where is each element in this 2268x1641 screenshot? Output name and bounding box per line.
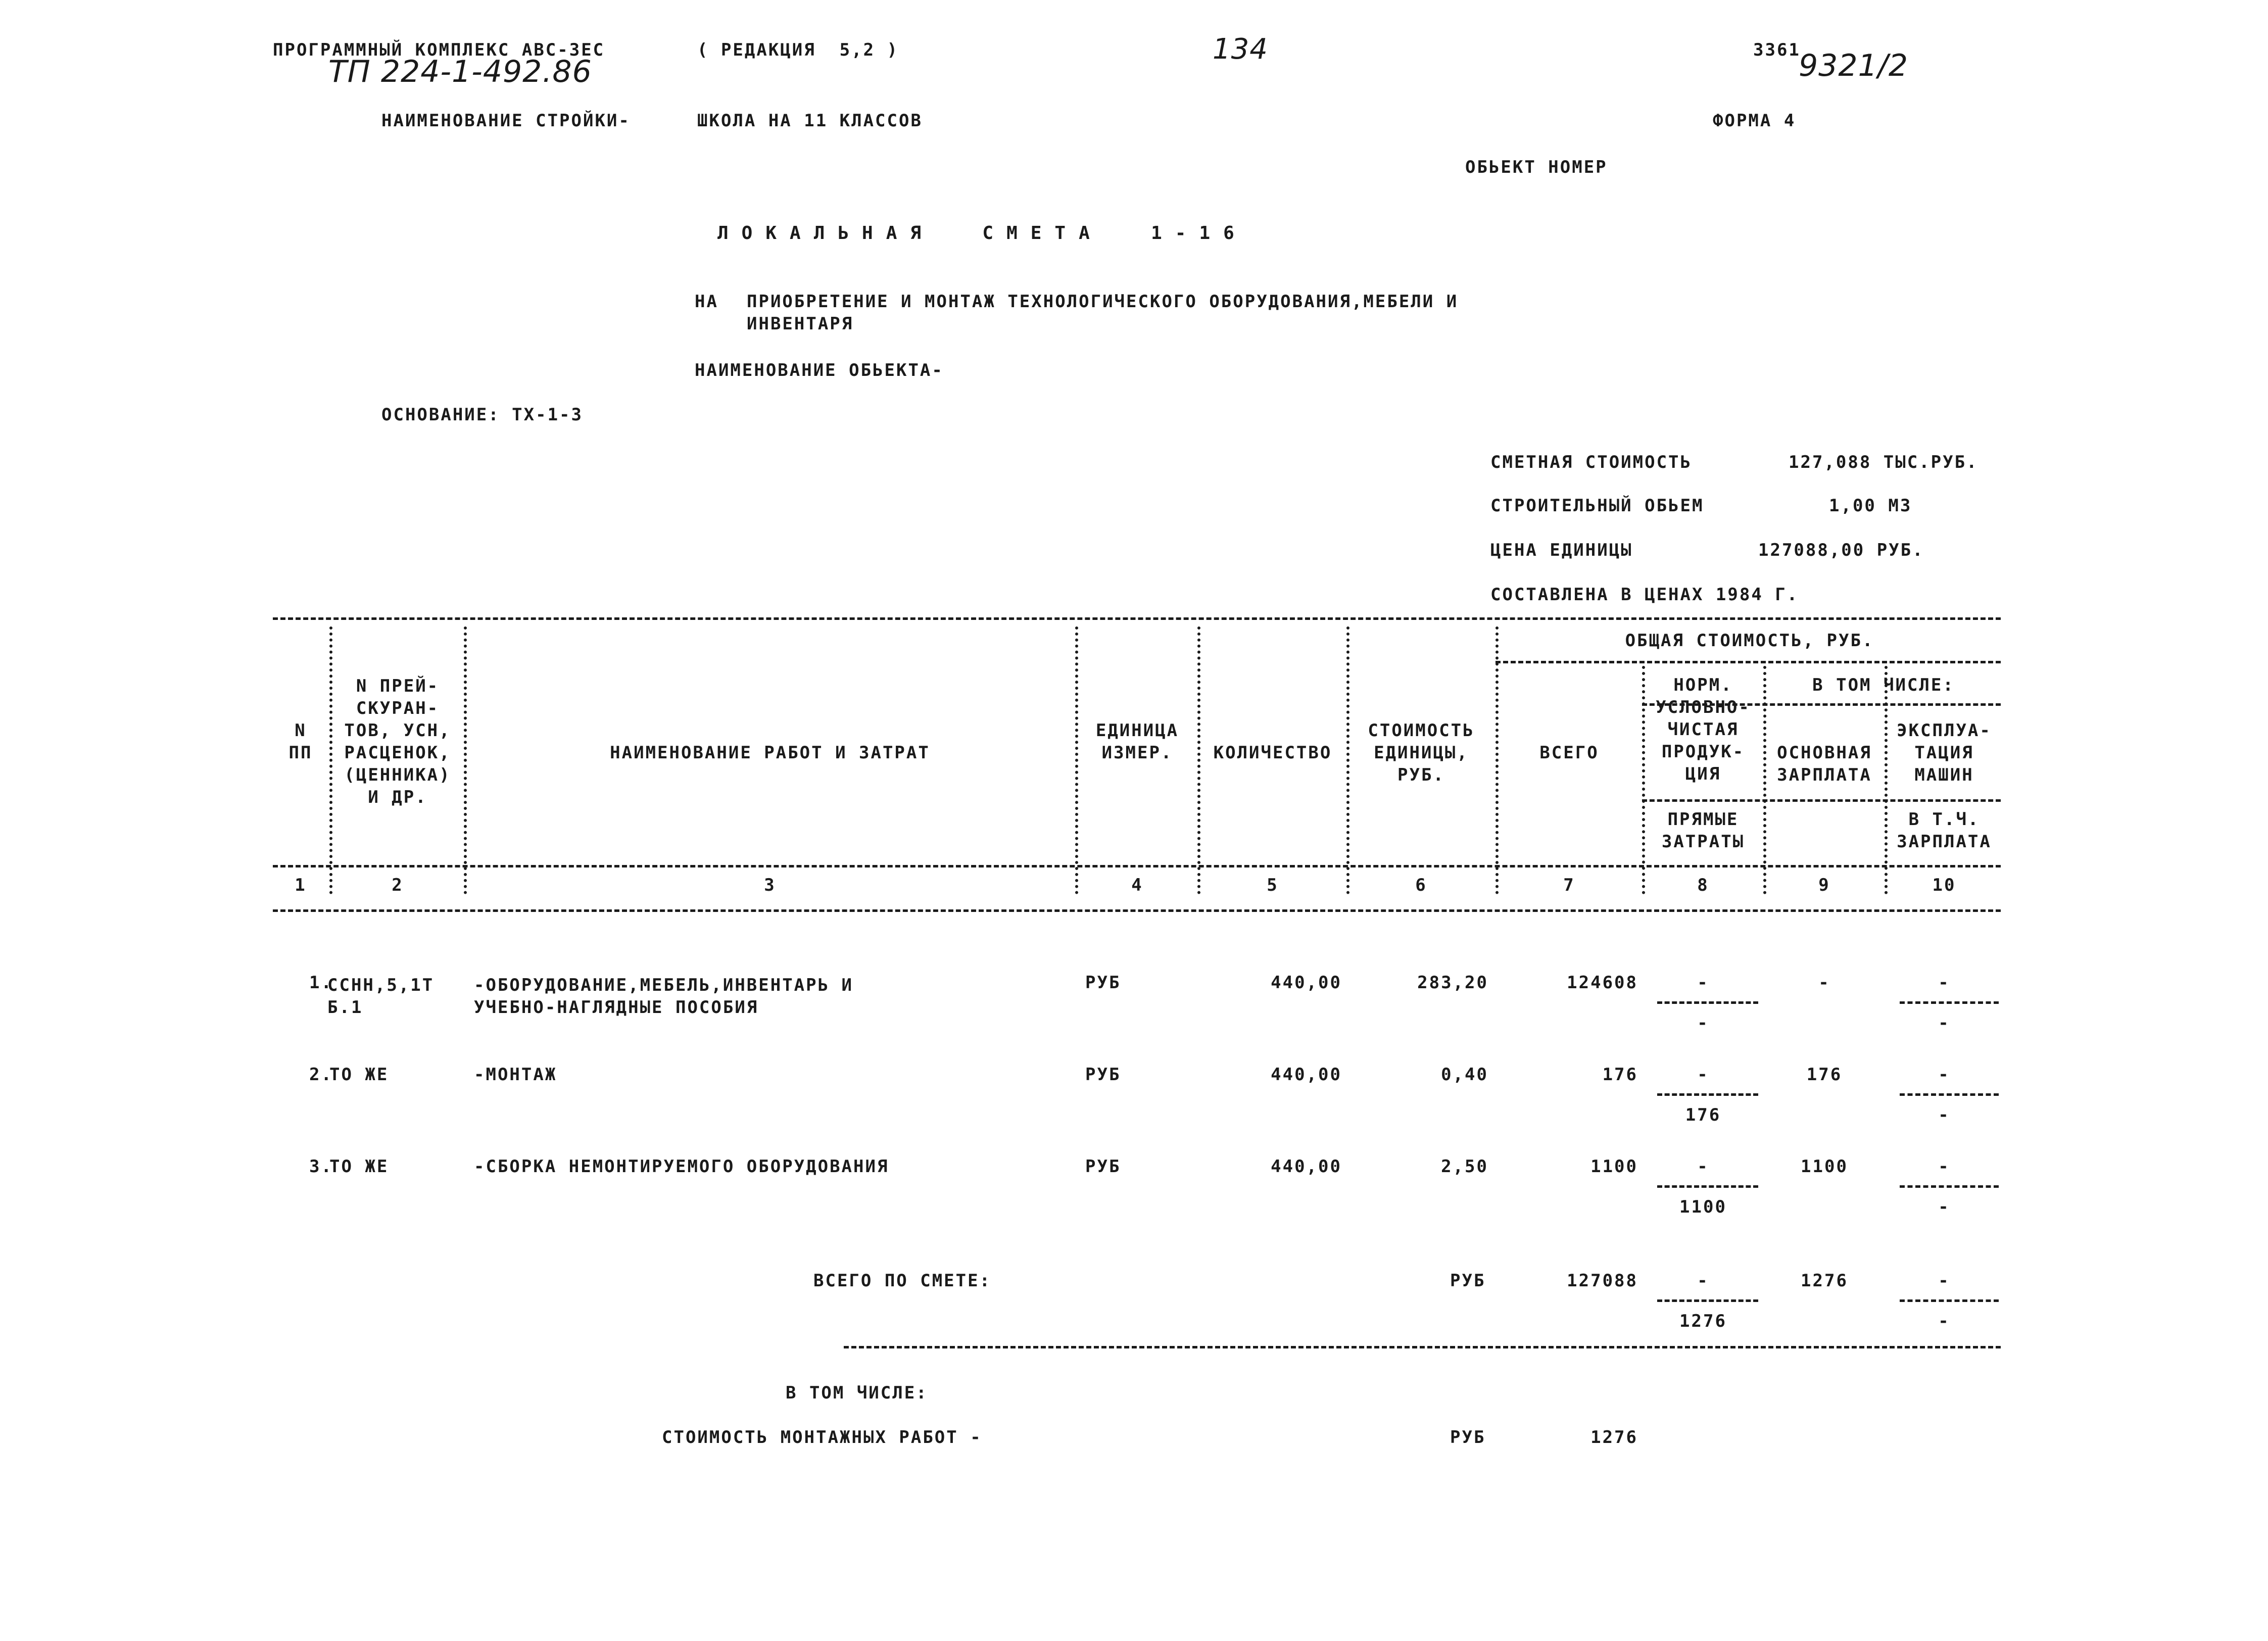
col-number: 7 bbox=[1563, 875, 1575, 895]
row-2-machine: - bbox=[1938, 1065, 1950, 1085]
header-net-production: НОРМ. УСЛОВНО- ЧИСТАЯ ПРОДУК- ЦИЯ bbox=[1656, 675, 1751, 784]
row-2-net-production: - bbox=[1697, 1065, 1709, 1085]
installation-cost-label: СТОИМОСТЬ МОНТАЖНЫХ РАБОТ - bbox=[662, 1427, 982, 1447]
header-total-cost-group: ОБЩАЯ СТОИМОСТЬ, РУБ. bbox=[1625, 631, 1874, 651]
purpose-line-1: ПРИОБРЕТЕНИЕ И МОНТАЖ ТЕХНОЛОГИЧЕСКОГО ОБОРУДОВАНИЯ,МЕБЕЛИ И bbox=[747, 292, 1459, 312]
header-base-wage: ОСНОВНАЯ ЗАРПЛАТА bbox=[1777, 743, 1872, 785]
header-row-number: N ПП bbox=[288, 720, 313, 763]
totals-direct-costs: 1276 bbox=[1679, 1311, 1727, 1331]
row-1-unit-price: 283,20 bbox=[1417, 973, 1488, 993]
row-2-machine-rule bbox=[1900, 1093, 1999, 1096]
handwritten-code: 9321/2 bbox=[1799, 48, 1909, 83]
row-1-machine-wage: - bbox=[1938, 1013, 1950, 1033]
totals-machine-rule bbox=[1900, 1299, 1999, 1302]
row-3-machine-wage: - bbox=[1938, 1197, 1950, 1217]
row-3-direct-costs: 1100 bbox=[1679, 1197, 1727, 1217]
totals-base-wage: 1276 bbox=[1801, 1271, 1848, 1291]
row-1-quantity: 440,00 bbox=[1271, 973, 1342, 993]
installation-cost-unit: РУБ bbox=[1450, 1427, 1486, 1447]
header-total: ВСЕГО bbox=[1539, 743, 1599, 763]
header-machine-wage: В Т.Ч. ЗАРПЛАТА bbox=[1897, 809, 1992, 852]
col-number: 1 bbox=[295, 875, 307, 895]
row-1-split-rule bbox=[1657, 1001, 1758, 1004]
row-1-net-production: - bbox=[1697, 973, 1709, 993]
col-number: 6 bbox=[1415, 875, 1427, 895]
building-volume-label: СТРОИТЕЛЬНЫЙ ОБЬЕМ bbox=[1490, 496, 1704, 516]
row-3-name: -СБОРКА НЕМОНТИРУЕМОГО ОБОРУДОВАНИЯ bbox=[474, 1156, 889, 1177]
object-number: ОБЬЕКТ НОМЕР bbox=[1465, 157, 1608, 177]
row-3-machine: - bbox=[1938, 1156, 1950, 1177]
totals-net-production: - bbox=[1697, 1271, 1709, 1291]
program-name: ПРОГРАММНЫЙ КОМПЛЕКС АВС-3ЕС bbox=[273, 40, 605, 60]
row-3-base-wage: 1100 bbox=[1801, 1156, 1848, 1177]
header-quantity: КОЛИЧЕСТВО bbox=[1213, 743, 1332, 763]
col-number: 4 bbox=[1131, 875, 1143, 895]
row-2-split-rule bbox=[1657, 1093, 1758, 1096]
purpose-prefix: НА bbox=[695, 292, 718, 312]
doc-code: 3361 bbox=[1753, 40, 1801, 60]
row-2-total: 176 bbox=[1602, 1065, 1638, 1085]
row-3-machine-rule bbox=[1900, 1185, 1999, 1188]
row-3-net-production: - bbox=[1697, 1156, 1709, 1177]
form-number: ФОРМА 4 bbox=[1713, 111, 1796, 131]
estimated-cost-label: СМЕТНАЯ СТОИМОСТЬ bbox=[1490, 452, 1692, 472]
document-title: ЛОКАЛЬНАЯ СМЕТА 1-16 bbox=[717, 223, 1247, 244]
header-unit: ЕДИНИЦА ИЗМЕР. bbox=[1095, 720, 1179, 763]
row-2-number: 2. bbox=[309, 1065, 333, 1085]
row-2-machine-wage: - bbox=[1938, 1105, 1950, 1125]
row-1-direct-costs: - bbox=[1697, 1013, 1709, 1033]
construction-label: НАИМЕНОВАНИЕ СТРОЙКИ- bbox=[381, 111, 631, 131]
building-volume-value: 1,00 М3 bbox=[1829, 496, 1912, 516]
row-1-total: 124608 bbox=[1567, 973, 1638, 993]
unit-price-label: ЦЕНА ЕДИНИЦЫ bbox=[1490, 540, 1633, 560]
totals-bottom-rule bbox=[844, 1346, 2001, 1348]
row-1-unit: РУБ bbox=[1085, 973, 1121, 993]
table-top-rule bbox=[273, 617, 2001, 620]
row-2-unit-price: 0,40 bbox=[1441, 1065, 1488, 1085]
col-number: 5 bbox=[1267, 875, 1279, 895]
purpose-line-2: ИНВЕНТАРЯ bbox=[747, 314, 854, 334]
row-3-unit-price: 2,50 bbox=[1441, 1156, 1488, 1177]
totals-machine-wage: - bbox=[1938, 1311, 1950, 1331]
row-1-number: 1. bbox=[309, 973, 333, 993]
row-3-total: 1100 bbox=[1590, 1156, 1638, 1177]
row-3-code: ТО ЖЕ bbox=[329, 1156, 389, 1177]
page-number: 134 bbox=[1213, 33, 1268, 66]
totals-machine: - bbox=[1938, 1271, 1950, 1291]
header-price-code: N ПРЕЙ- СКУРАН- ТОВ, УСН, РАСЦЕНОК, (ЦЕННИКА) И ДР. bbox=[344, 676, 451, 807]
header-direct-costs: ПРЯМЫЕ ЗАТРАТЫ bbox=[1661, 809, 1745, 852]
col-number: 10 bbox=[1932, 875, 1956, 895]
prices-year: СОСТАВЛЕНА В ЦЕНАХ 1984 Г. bbox=[1490, 585, 1799, 605]
including-label: В ТОМ ЧИСЛЕ: bbox=[786, 1383, 928, 1403]
header-bottom-rule bbox=[273, 865, 2001, 867]
row-3-split-rule bbox=[1657, 1185, 1758, 1188]
header-unit-cost: СТОИМОСТЬ ЕДИНИЦЫ, РУБ. bbox=[1368, 720, 1475, 785]
program-edition: ( РЕДАКЦИЯ 5,2 ) bbox=[697, 40, 899, 60]
group-rule bbox=[1495, 661, 2001, 663]
estimated-cost-value: 127,088 ТЫС.РУБ. bbox=[1789, 452, 1979, 472]
project-code-handwritten: ТП 224-1-492.86 bbox=[328, 54, 592, 89]
col-numbers-rule bbox=[273, 909, 2001, 912]
row-2-quantity: 440,00 bbox=[1271, 1065, 1342, 1085]
totals-label: ВСЕГО ПО СМЕТЕ: bbox=[813, 1271, 992, 1291]
totals-total: 127088 bbox=[1567, 1271, 1638, 1291]
col-number: 8 bbox=[1697, 875, 1709, 895]
totals-unit: РУБ bbox=[1450, 1271, 1486, 1291]
installation-cost-value: 1276 bbox=[1590, 1427, 1638, 1447]
row-1-name: -ОБОРУДОВАНИЕ,МЕБЕЛЬ,ИНВЕНТАРЬ И УЧЕБНО-НАГЛЯДНЫЕ ПОСОБИЯ bbox=[474, 975, 854, 1018]
header-including-group: В ТОМ ЧИСЛЕ: bbox=[1812, 675, 1955, 695]
row-2-direct-costs: 176 bbox=[1685, 1105, 1721, 1125]
row-2-code: ТО ЖЕ bbox=[329, 1065, 389, 1085]
col-number: 2 bbox=[392, 875, 404, 895]
basis: ОСНОВАНИЕ: ТХ-1-3 bbox=[381, 405, 583, 425]
row-3-number: 3. bbox=[309, 1156, 333, 1177]
totals-split-rule bbox=[1657, 1299, 1758, 1302]
construction-value: ШКОЛА НА 11 КЛАССОВ bbox=[697, 111, 923, 131]
row-1-code: ССНН,5,1Т Б.1 bbox=[327, 975, 435, 1018]
unit-price-value: 127088,00 РУБ. bbox=[1758, 540, 1924, 560]
col-number: 9 bbox=[1818, 875, 1830, 895]
row-2-name: -МОНТАЖ bbox=[474, 1065, 557, 1085]
header-work-name: НАИМЕНОВАНИЕ РАБОТ И ЗАТРАТ bbox=[610, 743, 930, 763]
row-1-base-wage: - bbox=[1818, 973, 1830, 993]
row-1-machine-rule bbox=[1900, 1001, 1999, 1004]
row-3-unit: РУБ bbox=[1085, 1156, 1121, 1177]
row-2-base-wage: 176 bbox=[1806, 1065, 1843, 1085]
row-3-quantity: 440,00 bbox=[1271, 1156, 1342, 1177]
row-2-unit: РУБ bbox=[1085, 1065, 1121, 1085]
col-number: 3 bbox=[764, 875, 776, 895]
row-1-machine: - bbox=[1938, 973, 1950, 993]
object-name-label: НАИМЕНОВАНИЕ ОБЬЕКТА- bbox=[695, 360, 944, 380]
header-machine-operation: ЭКСПЛУА- ТАЦИЯ МАШИН bbox=[1897, 720, 1992, 785]
subheader-rule bbox=[1642, 799, 2001, 802]
